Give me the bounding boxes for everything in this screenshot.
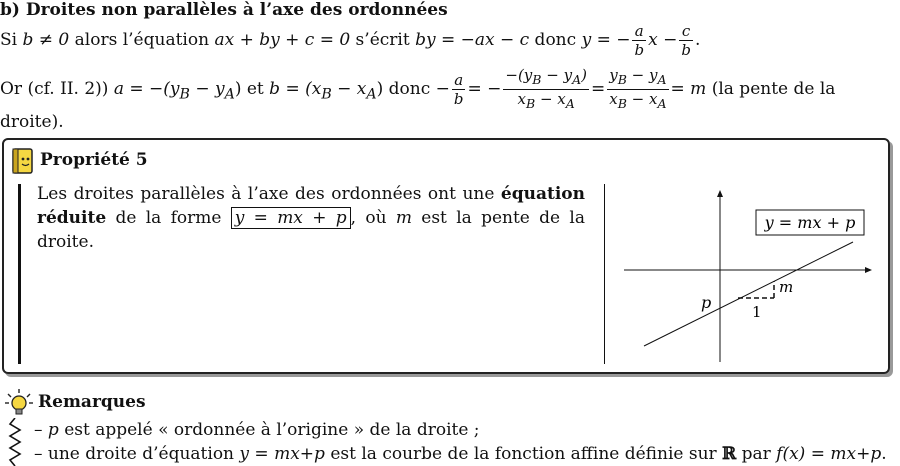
fraction-a-over-b-2: $\frac{a}{b}$ [453,71,464,108]
fraction-a-over-b: $\frac{a}{b}$ [634,22,645,59]
property-text: Les droites parallèles à l’axe des ordonnées ont une équation réduite de la forme y = mx + p , où m est la pente de la droite. [37,184,585,252]
m-label: m [779,278,794,296]
property-bar [18,184,21,364]
section-title: b) Droites non parallèles à l’axe des ordonnées [0,0,448,20]
line-graph [616,180,878,365]
fraction-c-over-b: $\frac{c}{b}$ [681,22,691,59]
fraction-slope-negative: $\frac{-(y_B - y_A)}{x_B - x_A}$ [505,66,587,111]
boxed-equation: y = mx + p [231,207,351,229]
x-axis-arrow [865,267,872,273]
equation-label: y = mx + p [764,213,856,232]
book-icon [10,146,36,181]
remark-1: – p est appelé « ordonnée à l’origine » de la droite ; [34,420,480,440]
property-box [2,138,890,374]
property-title: Propriété 5 [40,150,148,170]
paragraph-line-1: Si b ≠ 0 alors l’équation ax + by + c = 0 s’écrit by = −ax − c donc y = − $\frac{a}{b}$ x − $\frac{c}{b}$ . [0,22,701,59]
paragraph-line-2: Or (cf. II. 2)) $a = -(y_B - y_A)$ et $b = (x_B - x_A)$ donc − $\frac{a}{b}$ = − $\frac{-(y_B - y_A)}{x_B - x_A}$ = $\frac{y_B - y_A}{x_B - x_A}$ = m (la pente de la [0,66,836,111]
fraction-slope: $\frac{y_B - y_A}{x_B - x_A}$ [609,66,667,111]
paragraph-line-3: droite). [0,112,64,132]
remarks-title: Remarques [38,392,146,412]
remark-2: – une droite d’équation y = mx+p est la courbe de la fonction affine définie sur ℝ par f(x) = mx+p. [34,444,887,464]
p-label: p [701,293,712,312]
one-label: 1 [752,303,762,321]
y-axis-arrow [717,190,723,197]
remarks-squiggle [8,418,22,466]
vertical-divider [604,184,605,364]
regression-line [644,242,853,346]
